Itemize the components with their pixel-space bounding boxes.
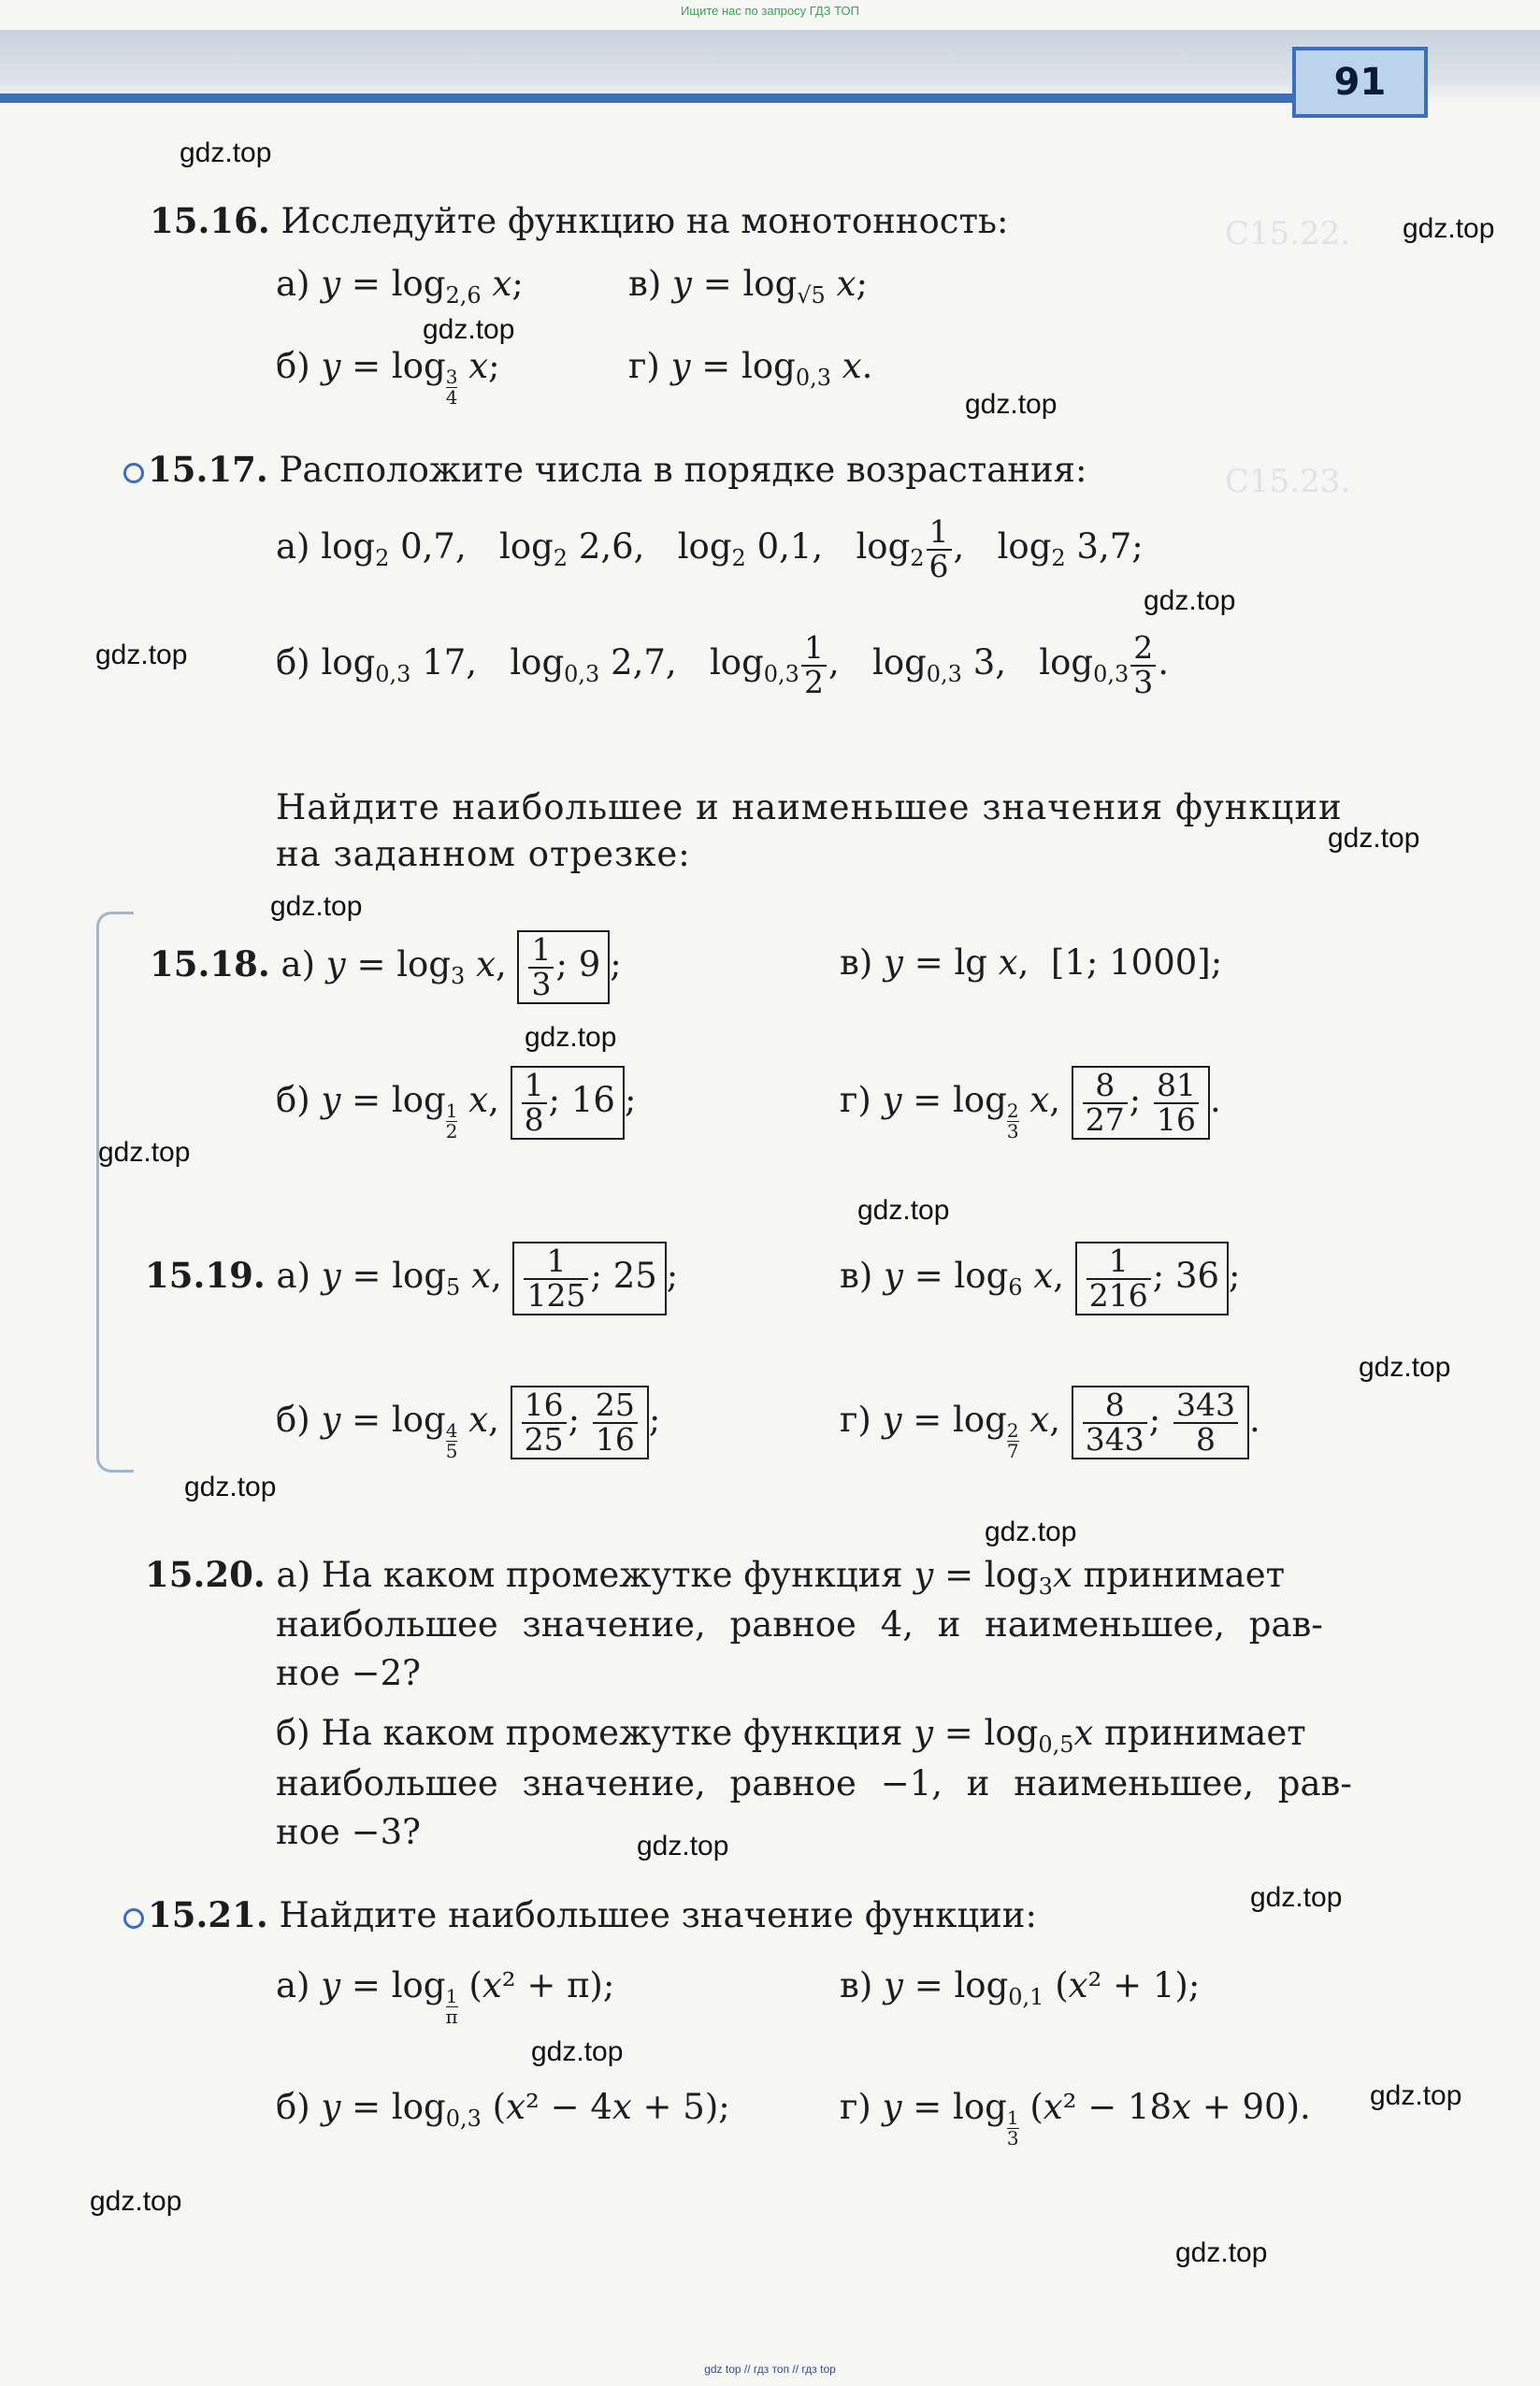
formula-15-16b: б) y = log $\frac{3}{4}$ x; xyxy=(276,346,500,409)
watermark: gdz.top xyxy=(270,891,363,922)
watermark: gdz.top xyxy=(985,1516,1077,1547)
watermark: gdz.top xyxy=(637,1831,729,1861)
watermark: gdz.top xyxy=(1144,585,1236,616)
formula-15-18v: в) y = lg x, [1; 1000]; xyxy=(840,942,1223,983)
formula-15-21v: в) $y = \log_{0,1} (x^2 + 1)$; xyxy=(840,1965,1201,2010)
formula-15-21b: б) $y = \log_{0,3} (x^2 - 4x + 5)$; xyxy=(276,2087,730,2132)
bottom-note: gdz top // гдз топ // гдз top xyxy=(704,2363,836,2376)
watermark: gdz.top xyxy=(95,640,188,670)
formula-15-16a: а) $y = \log_{2,6} x$; xyxy=(276,264,524,309)
difficulty-circle-icon xyxy=(123,1908,144,1929)
header-line xyxy=(0,93,1304,103)
problem-15-17-heading xyxy=(123,449,1087,490)
top-note: Ищите нас по запросу ГДЗ ТОП xyxy=(681,4,859,18)
watermark: gdz.top xyxy=(184,1472,277,1502)
problem-15-16-heading xyxy=(150,200,1009,241)
formula-15-19v: в) $y = \log_6 x$, $\frac{1}{216}$ ; 36 ; xyxy=(840,1242,1241,1315)
watermark: gdz.top xyxy=(1359,1352,1451,1383)
formula-15-18b: б) y = log $\frac{1}{2}$ x, $\frac{1}{8}$ ; 16 ; xyxy=(276,1067,637,1143)
formula-15-16g: г) $y = \log_{0,3} x$. xyxy=(628,346,873,391)
bleed-through: С15.22. xyxy=(1225,215,1351,252)
formula-15-17a: а) $\log_2 0,7$, $\log_2 2,6$, $\log_2 0,1$, $\log_2$ $\frac{1}{6}$ , $\log_2 3,7$; xyxy=(276,513,1144,584)
formula-15-18a: 15.18. а) $y = \log_3 x$, $\frac{1}{3}$ ; 9 ; xyxy=(150,930,622,1004)
page-number: 91 xyxy=(1292,47,1428,118)
problem-number: 15.21. xyxy=(148,1894,268,1935)
problem-text: Исследуйте функцию на монотонность: xyxy=(281,201,1009,241)
problem-text: принимает xyxy=(1083,1555,1286,1595)
intro-line-2: на заданном отрезке: xyxy=(276,834,691,874)
problem-15-21-heading xyxy=(123,1894,1037,1935)
problem-15-20-line-4: б) На каком промежутке функция $y = \log_{0,5}x$ принимает xyxy=(276,1713,1306,1758)
problem-15-20-line-3: ное −2? xyxy=(276,1653,421,1693)
problem-number: 15.17. xyxy=(148,449,268,490)
watermark: gdz.top xyxy=(180,137,272,168)
problem-text: б) На каком промежутке функция xyxy=(276,1713,903,1753)
watermark: gdz.top xyxy=(1328,823,1420,854)
watermark: gdz.top xyxy=(531,2036,624,2067)
watermark: gdz.top xyxy=(90,2186,182,2217)
problem-number: 15.20. xyxy=(145,1554,266,1595)
problem-15-20-line-1: 15.20. а) На каком промежутке функция $y = \log_3x$ принимает xyxy=(145,1554,1286,1600)
problem-number: 15.16. xyxy=(150,200,270,241)
problem-15-20-line-2: наибольшее значение, равное 4, и наименьшее, рав- xyxy=(276,1604,1323,1645)
bleed-through: С15.23. xyxy=(1225,463,1351,500)
watermark: gdz.top xyxy=(423,314,515,345)
formula-15-21a: а) y = log $\frac{1}{\pi}$ (x² + π); xyxy=(276,1965,615,2028)
intro-line-1: Найдите наибольшее и наименьшее значения функции xyxy=(276,787,1343,827)
formula-15-21g: г) y = log $\frac{1}{3}$ (x² − 18x + 90). xyxy=(840,2087,1311,2149)
problem-text: а) На каком промежутке функция xyxy=(276,1555,903,1595)
formula-15-19a: 15.19. а) $y = \log_5 x$, $\frac{1}{125}$ ; 25 ; xyxy=(145,1242,678,1315)
watermark: gdz.top xyxy=(965,389,1058,420)
problem-15-20-line-5: наибольшее значение, равное −1, и наименьшее, рав- xyxy=(276,1763,1352,1804)
formula-15-19g: г) y = log $\frac{2}{7}$ x, $\frac{8}{343}$ ; $\frac{343}{8}$ . xyxy=(840,1387,1260,1463)
problem-number: 15.18. xyxy=(150,943,270,985)
problem-15-20-line-6: ное −3? xyxy=(276,1812,421,1852)
formula-15-16v: в) $y = \log_{√5} x$; xyxy=(628,264,868,309)
watermark: gdz.top xyxy=(1250,1882,1343,1913)
watermark: gdz.top xyxy=(1370,2080,1462,2111)
problem-text: Найдите наибольшее значение функции: xyxy=(279,1895,1037,1935)
formula-15-17b: б) $\log_{0,3} 17$, $\log_{0,3} 2,7$, $\log_{0,3}$ $\frac{1}{2}$ , $\log_{0,3} 3$, $\log_{0,3}$ $\frac{2}{3}$ . xyxy=(276,629,1170,700)
watermark: gdz.top xyxy=(1175,2237,1268,2268)
problem-text: Расположите числа в порядке возрастания: xyxy=(279,450,1087,490)
problem-text: принимает xyxy=(1104,1713,1306,1753)
group-brace xyxy=(96,912,134,1473)
watermark: gdz.top xyxy=(98,1137,191,1168)
watermark: gdz.top xyxy=(857,1195,950,1226)
formula-15-18g: г) y = log $\frac{2}{3}$ x, $\frac{8}{27}$ ; $\frac{81}{16}$ . xyxy=(840,1067,1221,1143)
difficulty-circle-icon xyxy=(123,463,144,483)
watermark: gdz.top xyxy=(525,1022,617,1053)
problem-number: 15.19. xyxy=(145,1255,266,1297)
watermark: gdz.top xyxy=(1403,213,1495,244)
formula-15-19b: б) y = log $\frac{4}{5}$ x, $\frac{16}{25}$ ; $\frac{25}{16}$ ; xyxy=(276,1387,661,1463)
